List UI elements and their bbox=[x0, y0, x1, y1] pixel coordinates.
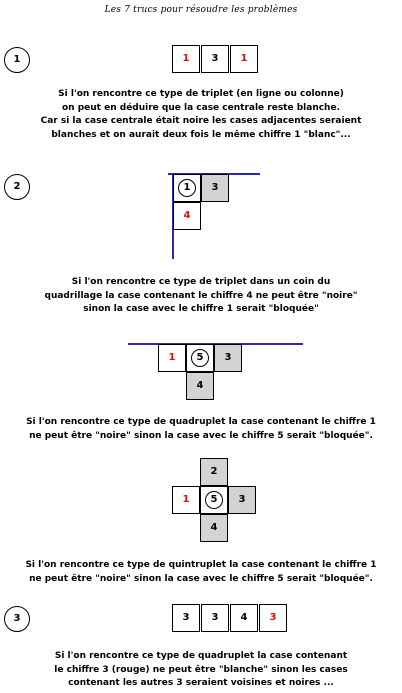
text-line: Si l'on rencontre ce type de quadruplet la case contenant le chiffre 1 bbox=[26, 417, 376, 427]
section2-explanation bbox=[0, 276, 402, 317]
text-line: Si l'on rencontre ce type de triplet (en ligne ou colonne) bbox=[58, 89, 344, 99]
text-line: ne peut être "noire" sinon la case avec le chiffre 5 serait "bloquée". bbox=[29, 573, 373, 584]
text-line: sinon la case avec le chiffre 1 serait "bloquée" bbox=[83, 304, 319, 314]
grid-cell-gray: 4 bbox=[186, 372, 214, 400]
grid-cell: 1 bbox=[158, 344, 186, 372]
cell-value: 5 bbox=[196, 352, 204, 363]
grid-cell: 1 bbox=[230, 45, 258, 73]
section1-explanation bbox=[0, 88, 402, 142]
grid-cell: 3 bbox=[201, 45, 229, 73]
text-line: Car si la case centrale était noire les cases adjacentes seraient bbox=[40, 116, 362, 126]
section-marker-2: 2 bbox=[4, 174, 30, 200]
grid-cell: 3 bbox=[201, 604, 229, 632]
section-marker-1: 1 bbox=[4, 47, 30, 73]
section3-explanation bbox=[0, 650, 402, 691]
text-line: contenant les autres 3 seraient voisines et noires ... bbox=[68, 678, 334, 688]
section2b-explanation bbox=[0, 416, 402, 443]
cross-quintuplet-grid bbox=[172, 458, 258, 542]
text-line: on peut en déduire que la case centrale reste blanche. bbox=[62, 102, 340, 113]
grid-cell-gray: 4 bbox=[200, 514, 228, 542]
triplet-row-grid bbox=[172, 45, 258, 73]
section-marker-3: 3 bbox=[4, 606, 30, 632]
grid-cell: 1 bbox=[172, 45, 200, 73]
text-line: le chiffre 3 (rouge) ne peut être "blanche" sinon les cases bbox=[54, 664, 348, 675]
grid-cell-gray: 2 bbox=[200, 458, 228, 486]
cell-value: 1 bbox=[183, 182, 191, 193]
cell-value: 5 bbox=[210, 494, 218, 505]
grid-cell-circled bbox=[173, 174, 201, 202]
text-line: Si l'on rencontre ce type de quintruplet la case contenant le chiffre 1 bbox=[25, 560, 377, 570]
text-line: Si l'on rencontre ce type de quadruplet la case contenant bbox=[54, 651, 348, 661]
grid-cell: 4 bbox=[173, 202, 201, 230]
grid-cell: 1 bbox=[172, 486, 200, 514]
text-line: blanches et on aurait deux fois le même chiffre 1 "blanc"... bbox=[51, 129, 351, 140]
text-line: ne peut être "noire" sinon la case avec le chiffre 5 serait "bloquée". bbox=[29, 430, 373, 441]
text-line: quadrillage la case contenant le chiffre 4 ne peut être "noire" bbox=[44, 290, 358, 301]
grid-cell-gray: 3 bbox=[214, 344, 242, 372]
quadruplet-row-grid bbox=[172, 604, 287, 632]
grid-cell-circled bbox=[186, 344, 214, 372]
text-line: Si l'on rencontre ce type de triplet dans un coin du bbox=[71, 277, 331, 287]
corner-triplet-grid bbox=[168, 170, 263, 260]
grid-cell: 4 bbox=[230, 604, 258, 632]
grid-cell: 3 bbox=[259, 604, 287, 632]
section2c-explanation bbox=[0, 559, 402, 586]
grid-cell: 3 bbox=[172, 604, 200, 632]
grid-cell-gray: 3 bbox=[228, 486, 256, 514]
grid-cell-circled bbox=[200, 486, 228, 514]
page-title: Les 7 trucs pour résoudre les problèmes bbox=[104, 5, 298, 15]
grid-cell-gray: 3 bbox=[201, 174, 229, 202]
edge-quadruplet-grid bbox=[128, 340, 303, 402]
